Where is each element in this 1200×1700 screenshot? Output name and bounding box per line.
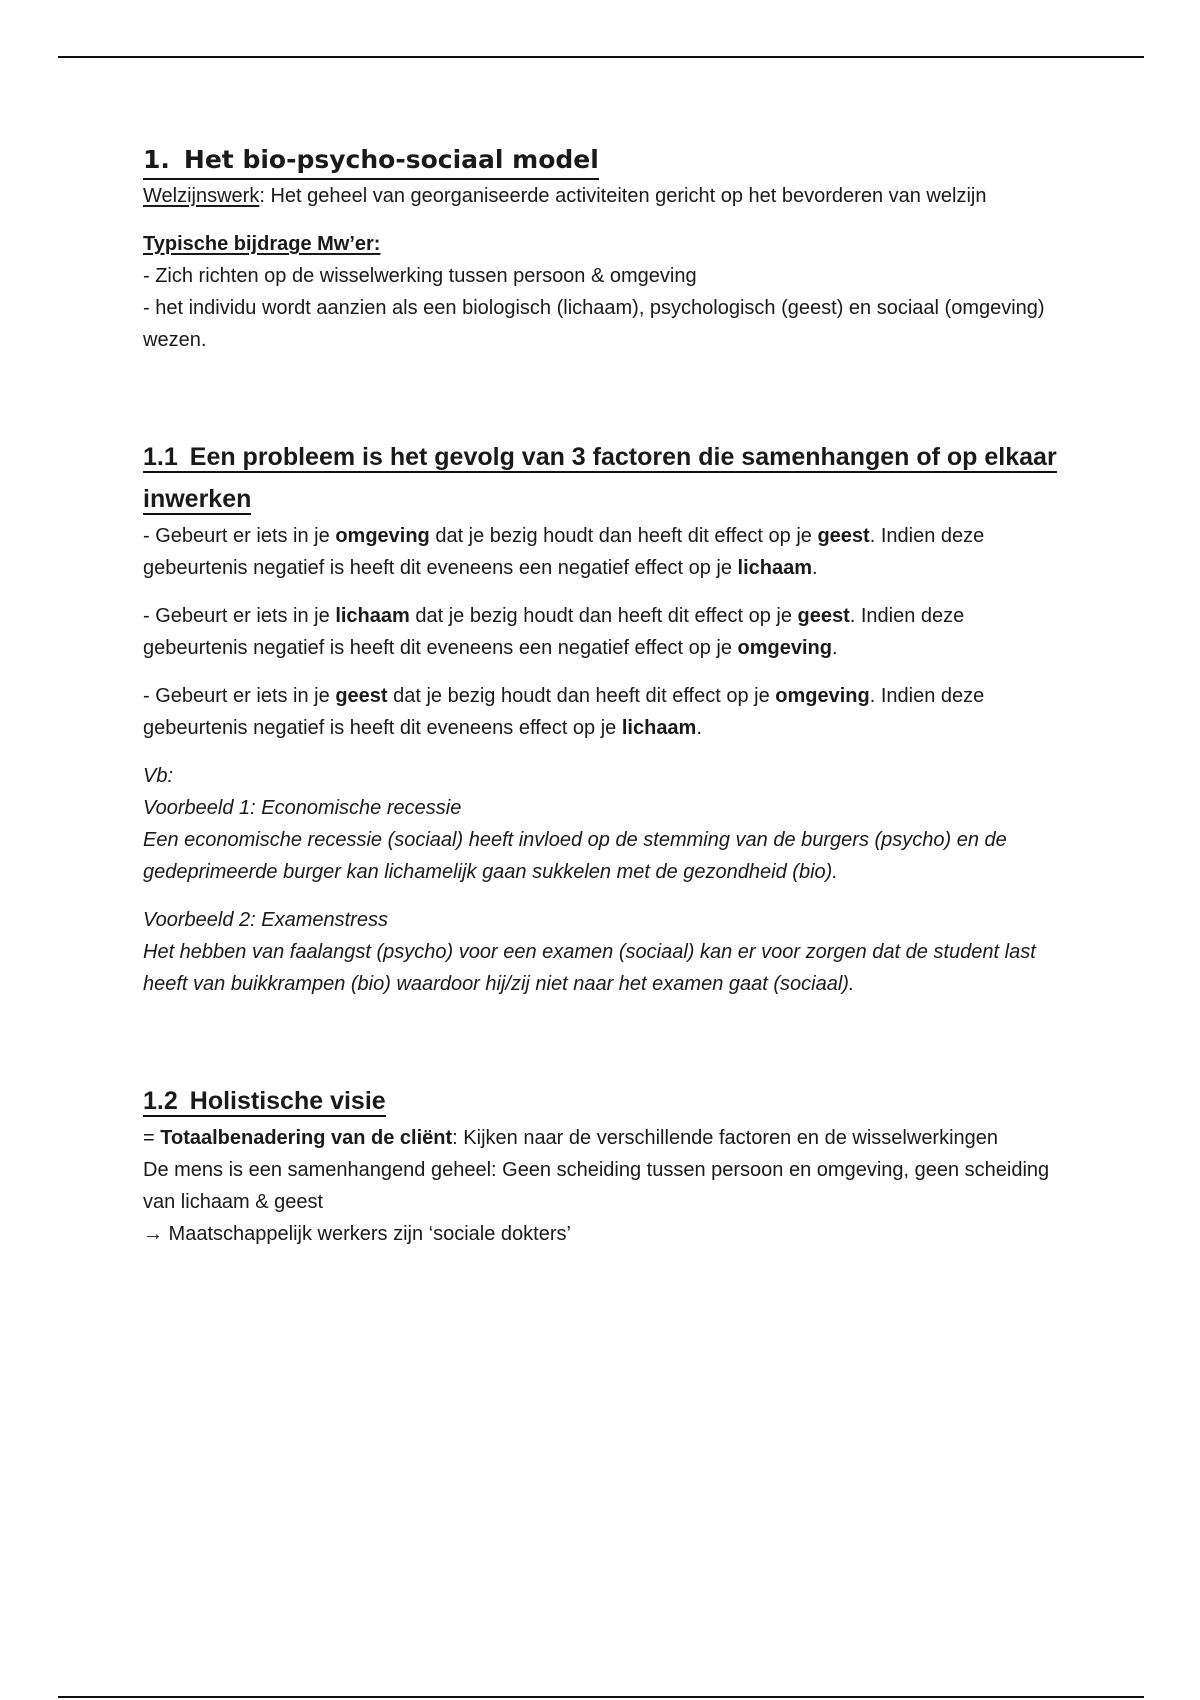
document-body (143, 142, 1063, 1250)
contribution-heading-text: Typische bijdrage Mw’er: (143, 233, 381, 255)
example-2-title: Voorbeeld 2: Examenstress (143, 909, 388, 931)
factor-paragraph: - Gebeurt er iets in je omgeving dat je bezig houdt dan heeft dit effect op je geest. Indien deze gebeurtenis negatief is heeft dit eveneens een negatief effect op je lichaam. (143, 525, 985, 579)
holistic-line: De mens is een samenhangend geheel: Geen scheiding tussen persoon en omgeving, geen scheiding van lichaam & geest (143, 1159, 1050, 1213)
section-1-2-heading (143, 1080, 1063, 1122)
example-1-text: Een economische recessie (sociaal) heeft invloed op de stemming van de burgers (psycho) en de gedeprimeerde burger kan lichamelijk gaan sukkelen met de gezondheid (bio). (143, 829, 1007, 883)
holistic-conclusion: → Maatschappelijk werkers zijn ‘sociale dokters’ (143, 1223, 571, 1245)
bullet-item: - Zich richten op de wisselwerking tussen persoon & omgeving (143, 265, 697, 287)
section-1-2-number: 1.2 (143, 1087, 178, 1115)
contribution-heading (143, 228, 1063, 260)
bullet-item: - het individu wordt aanzien als een biologisch (lichaam), psychologisch (geest) en sociaal (omgeving) wezen. (143, 297, 1045, 351)
example-label: Vb: (143, 765, 174, 787)
example-1-title: Voorbeeld 1: Economische recessie (143, 797, 462, 819)
definition-text: : Het geheel van georganiseerde activiteiten gericht op het bevorderen van welzijn (259, 185, 987, 207)
section-1-1-title: Een probleem is het gevolg van 3 factoren die samenhangen of op elkaar inwerken (143, 443, 1057, 513)
section-1-heading (143, 142, 599, 180)
header-rule (58, 56, 1144, 58)
section-1-2-title: Holistische visie (189, 1087, 386, 1115)
section-1-number: 1. (143, 145, 170, 174)
definition-term: Welzijnswerk (143, 185, 260, 207)
section-1-1-number: 1.1 (143, 443, 178, 471)
section-1-1-heading (143, 436, 1063, 520)
definition-welzijnswerk (143, 180, 1063, 212)
example-2-text: Het hebben van faalangst (psycho) voor een examen (sociaal) kan er voor zorgen dat de student last heeft van buikkrampen (bio) waardoor hij/zij niet naar het examen gaat (sociaal). (143, 941, 1036, 995)
factor-paragraph: - Gebeurt er iets in je lichaam dat je bezig houdt dan heeft dit effect op je geest. Indien deze gebeurtenis negatief is heeft dit eveneens een negatief effect op je omgeving. (143, 605, 965, 659)
arrow-icon: → (143, 1223, 163, 1245)
section-1-title: Het bio-psycho-sociaal model (183, 145, 599, 174)
factor-paragraph: - Gebeurt er iets in je geest dat je bezig houdt dan heeft dit effect op je omgeving. Indien deze gebeurtenis negatief is heeft dit eveneens effect op je lichaam. (143, 685, 985, 739)
holistic-definition: = Totaalbenadering van de cliënt: Kijken naar de verschillende factoren en de wisselwerkingen (143, 1127, 999, 1149)
footer-rule (58, 1696, 1144, 1698)
